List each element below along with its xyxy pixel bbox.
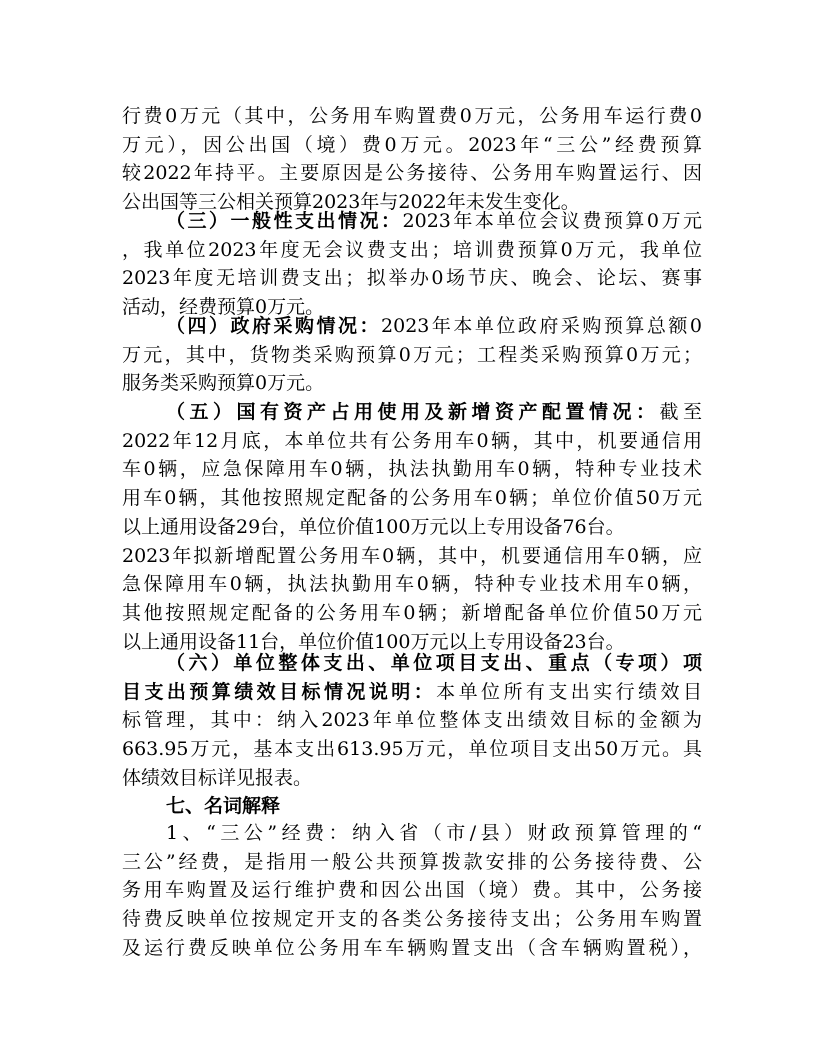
body-text: 1、“三公”经费：纳入省（市/县）财政预算管理的“ [166, 822, 702, 844]
body-text: 万元），因公出国（境）费0万元。2023年“三公”经费预算 [122, 133, 702, 156]
body-text: 及运行费反映单位公务用车车辆购置支出（含车辆购置税）， [122, 936, 702, 959]
body-text: 截至 [659, 401, 702, 423]
text-line [166, 651, 702, 675]
body-text: 2023年拟新增配置公务用车0辆，其中，机要通信用车0辆，应 [122, 544, 702, 567]
text-line [122, 457, 702, 481]
text-line [122, 850, 702, 874]
body-text: 三公”经费，是指用一般公共预算拨款安排的公务接待费、公 [122, 850, 702, 873]
text-line [166, 209, 702, 233]
section-heading: （五）国有资产占用使用及新增资产配置情况： [166, 401, 660, 423]
text-line [166, 314, 702, 338]
text-line [122, 133, 702, 157]
section-heading: （四）政府采购情况： [166, 315, 382, 337]
body-text: 2023年本单位政府采购预算总额0 [381, 315, 702, 337]
text-line [166, 821, 702, 845]
body-text: 663.95万元，基本支出613.95万元，单位项目支出50万元。具 [122, 738, 702, 761]
text-line [166, 400, 702, 424]
section-heading: （三）一般性支出情况： [166, 210, 403, 232]
body-text: 急保障用车0辆，执法执勤用车0辆，特种专业技术用车0辆， [122, 573, 702, 596]
body-text: 服务类采购预算0万元。 [122, 372, 325, 395]
body-text: 其他按照规定配备的公务用车0辆；新增配备单位价值50万元 [122, 601, 702, 624]
text-line [122, 907, 702, 931]
text-line [122, 680, 702, 704]
text-line [122, 630, 702, 654]
body-text: 以上通用设备29台，单位价值100万元以上专用设备76台。 [122, 515, 625, 538]
body-text: 体绩效目标详见报表。 [122, 766, 313, 789]
body-text: 车0辆，应急保障用车0辆，执法执勤用车0辆，特种专业技术 [122, 458, 702, 481]
body-text: 本单位所有支出实行绩效目 [436, 680, 702, 703]
text-line [122, 486, 702, 510]
text-line [122, 429, 702, 453]
body-text: 待费反映单位按规定开支的各类公务接待支出；公务用车购置 [122, 908, 702, 931]
body-text: 2023年本单位会议费预算0万元 [402, 210, 702, 232]
section-heading: 七、名词解释 [166, 795, 281, 817]
section-heading: （六）单位整体支出、单位项目支出、重点（专项）项 [166, 652, 702, 674]
text-line [122, 601, 702, 625]
text-line [122, 936, 702, 960]
text-line [122, 371, 702, 395]
body-text: 标管理，其中：纳入2023年单位整体支出绩效目标的金额为 [122, 709, 702, 732]
text-line [122, 544, 702, 568]
text-line [122, 708, 702, 732]
body-text: 较2022年持平。主要原因是公务接待、公务用车购置运行、因 [122, 162, 702, 185]
body-text: 公出国等三公相关预算2023年与2022年未发生变化。 [122, 191, 580, 214]
text-line [122, 104, 702, 128]
section-heading: 目支出预算绩效目标情况说明： [122, 680, 437, 703]
body-text: 行费0万元（其中，公务用车购置费0万元，公务用车运行费0 [122, 105, 702, 127]
body-text: ，我单位2023年度无会议费支出；培训费预算0万元，我单位 [122, 238, 702, 261]
body-text: 2022年12月底，本单位共有公务用车0辆，其中，机要通信用 [122, 429, 702, 452]
text-line [122, 343, 702, 367]
text-line [122, 266, 702, 290]
text-line [122, 161, 702, 185]
text-line [122, 515, 702, 539]
text-line [122, 238, 702, 262]
body-text: 万元，其中，货物类采购预算0万元；工程类采购预算0万元； [122, 343, 702, 366]
body-text: 用车0辆，其他按照规定配备的公务用车0辆；单位价值50万元 [122, 487, 702, 510]
text-line [122, 878, 702, 902]
body-text: 2023年度无培训费支出；拟举办0场节庆、晚会、论坛、赛事 [122, 267, 702, 290]
body-text: 活动，经费预算0万元。 [122, 296, 325, 319]
body-text: 务用车购置及运行维护费和因公出国（境）费。其中，公务接 [122, 879, 702, 902]
body-text: 以上通用设备11台，单位价值100万元以上专用设备23台。 [122, 630, 625, 653]
text-line [122, 572, 702, 596]
text-line [122, 766, 702, 790]
text-line [166, 794, 702, 818]
text-line [122, 737, 702, 761]
